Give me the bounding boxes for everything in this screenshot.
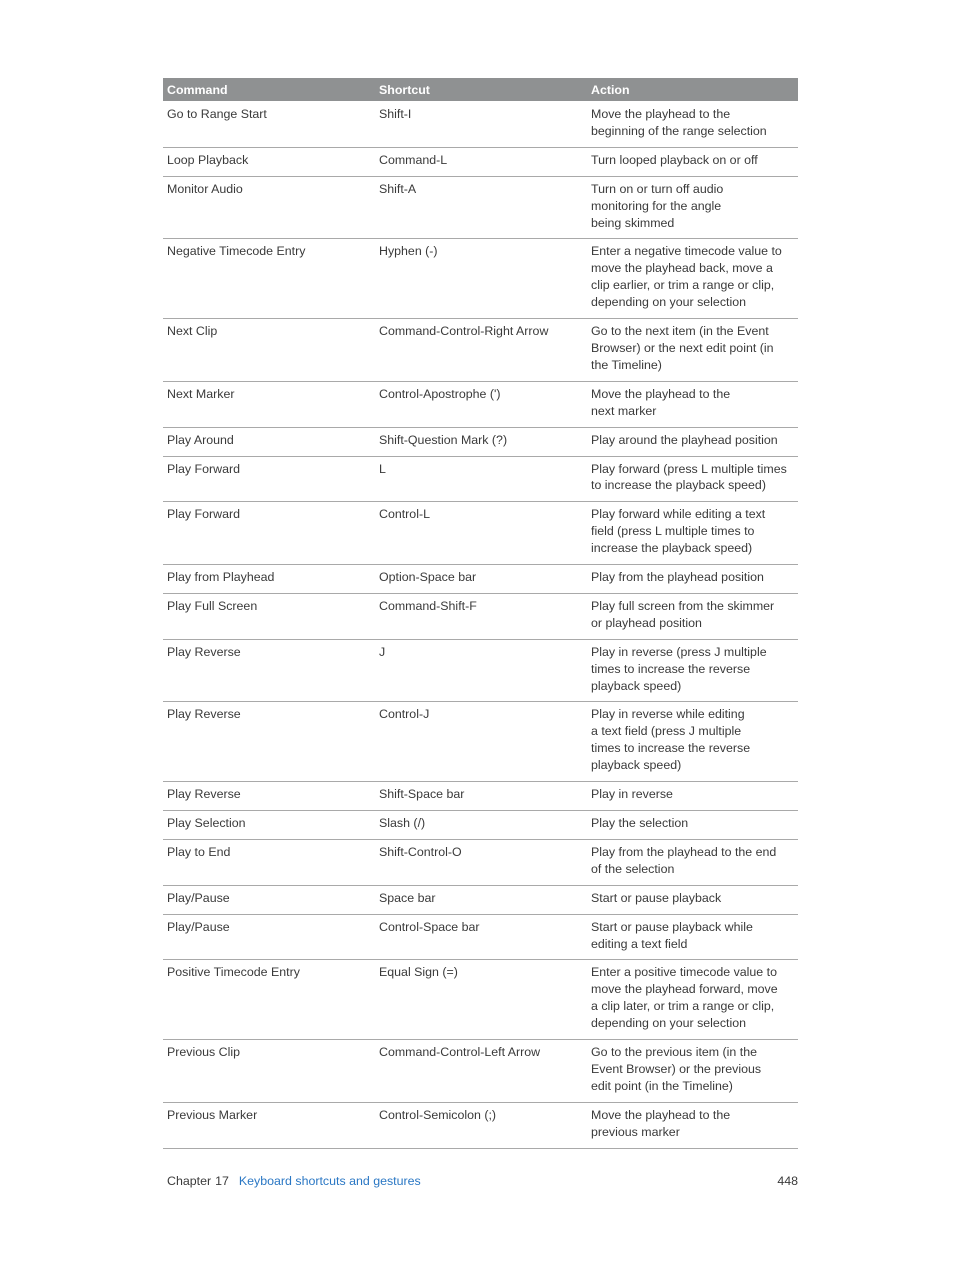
cell-action: Play forward while editing a text field (press L multiple times to increase the playback speed) (587, 502, 798, 565)
cell-command: Play/Pause (163, 914, 375, 960)
table-row (163, 702, 798, 782)
cell-action: Play in reverse (587, 782, 798, 811)
table-row (163, 839, 798, 885)
cell-action: Enter a positive timecode value to move the playhead forward, move a clip later, or trim a range or clip, depending on your selection (587, 960, 798, 1040)
cell-command: Positive Timecode Entry (163, 960, 375, 1040)
cell-shortcut: Control-Space bar (375, 914, 587, 960)
cell-action: Start or pause playback (587, 885, 798, 914)
column-header-shortcut: Shortcut (375, 78, 587, 102)
cell-action: Play around the playhead position (587, 427, 798, 456)
cell-command: Play from Playhead (163, 565, 375, 594)
cell-command: Play Forward (163, 456, 375, 502)
cell-command: Loop Playback (163, 147, 375, 176)
cell-action: Play full screen from the skimmer or playhead position (587, 593, 798, 639)
cell-action: Play forward (press L multiple times to increase the playback speed) (587, 456, 798, 502)
cell-command: Play Reverse (163, 639, 375, 702)
cell-action: Play from the playhead to the end of the selection (587, 839, 798, 885)
cell-command: Next Marker (163, 381, 375, 427)
table-row (163, 147, 798, 176)
table-row (163, 1040, 798, 1103)
cell-command: Play to End (163, 839, 375, 885)
cell-shortcut: J (375, 639, 587, 702)
page-number: 448 (777, 1174, 798, 1188)
cell-command: Monitor Audio (163, 176, 375, 239)
cell-command: Play Reverse (163, 702, 375, 782)
cell-shortcut: Command-Control-Left Arrow (375, 1040, 587, 1103)
cell-command: Previous Clip (163, 1040, 375, 1103)
cell-command: Play Reverse (163, 782, 375, 811)
table-row (163, 811, 798, 840)
cell-shortcut: Command-Control-Right Arrow (375, 319, 587, 382)
cell-command: Play/Pause (163, 885, 375, 914)
cell-action: Move the playhead to the previous marker (587, 1102, 798, 1148)
cell-shortcut: Shift-A (375, 176, 587, 239)
table-row (163, 319, 798, 382)
cell-shortcut: Equal Sign (=) (375, 960, 587, 1040)
table-header-row (163, 78, 798, 102)
table-row (163, 502, 798, 565)
cell-shortcut: Command-L (375, 147, 587, 176)
table-body (163, 102, 798, 1149)
chapter-number: 17 (215, 1174, 229, 1188)
cell-shortcut: Control-J (375, 702, 587, 782)
cell-action: Turn on or turn off audio monitoring for the angle being skimmed (587, 176, 798, 239)
cell-shortcut: Control-Semicolon (;) (375, 1102, 587, 1148)
page-footer (167, 1173, 798, 1189)
table-row (163, 639, 798, 702)
cell-shortcut: Command-Shift-F (375, 593, 587, 639)
cell-action: Go to the next item (in the Event Browser) or the next edit point (in the Timeline) (587, 319, 798, 382)
cell-command: Negative Timecode Entry (163, 239, 375, 319)
cell-action: Move the playhead to the beginning of the range selection (587, 102, 798, 148)
chapter-title-link[interactable]: Keyboard shortcuts and gestures (238, 1174, 421, 1188)
cell-action: Move the playhead to the next marker (587, 381, 798, 427)
cell-command: Play Selection (163, 811, 375, 840)
cell-command: Go to Range Start (163, 102, 375, 148)
cell-shortcut: Shift-Question Mark (?) (375, 427, 587, 456)
cell-shortcut: L (375, 456, 587, 502)
cell-command: Play Full Screen (163, 593, 375, 639)
cell-shortcut: Hyphen (-) (375, 239, 587, 319)
cell-shortcut: Shift-Control-O (375, 839, 587, 885)
table-row (163, 176, 798, 239)
table-row (163, 239, 798, 319)
cell-shortcut: Shift-I (375, 102, 587, 148)
cell-action: Start or pause playback while editing a text field (587, 914, 798, 960)
cell-action: Play in reverse (press J multiple times to increase the reverse playback speed) (587, 639, 798, 702)
table-row (163, 593, 798, 639)
cell-command: Play Forward (163, 502, 375, 565)
cell-action: Enter a negative timecode value to move the playhead back, move a clip earlier, or trim a range or clip, depending on your selection (587, 239, 798, 319)
column-header-action: Action (587, 78, 798, 102)
table-row (163, 381, 798, 427)
table-row (163, 960, 798, 1040)
column-header-command: Command (163, 78, 375, 102)
cell-action: Turn looped playback on or off (587, 147, 798, 176)
cell-shortcut: Control-L (375, 502, 587, 565)
chapter-label: Chapter (167, 1174, 212, 1188)
table-row (163, 782, 798, 811)
cell-shortcut: Control-Apostrophe (') (375, 381, 587, 427)
cell-shortcut: Shift-Space bar (375, 782, 587, 811)
cell-shortcut: Space bar (375, 885, 587, 914)
cell-shortcut: Slash (/) (375, 811, 587, 840)
shortcuts-table (163, 78, 798, 1149)
cell-command: Next Clip (163, 319, 375, 382)
table-row (163, 427, 798, 456)
table-row (163, 885, 798, 914)
table-row (163, 102, 798, 148)
cell-action: Play the selection (587, 811, 798, 840)
cell-command: Play Around (163, 427, 375, 456)
cell-action: Go to the previous item (in the Event Browser) or the previous edit point (in the Timeline) (587, 1040, 798, 1103)
cell-shortcut: Option-Space bar (375, 565, 587, 594)
cell-command: Previous Marker (163, 1102, 375, 1148)
table-row (163, 1102, 798, 1148)
table-row (163, 456, 798, 502)
table-row (163, 914, 798, 960)
table-row (163, 565, 798, 594)
cell-action: Play in reverse while editing a text field (press J multiple times to increase the reverse playback speed) (587, 702, 798, 782)
cell-action: Play from the playhead position (587, 565, 798, 594)
